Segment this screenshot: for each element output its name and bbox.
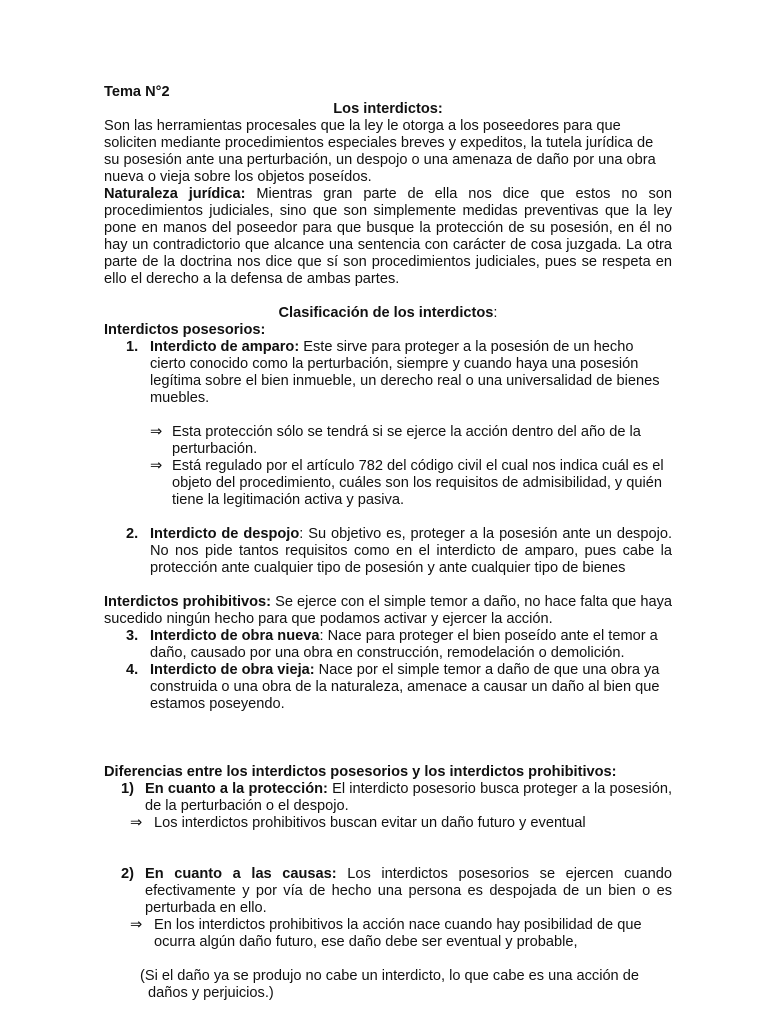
list-number: 2. (126, 526, 139, 542)
intro-paragraph: Son las herramientas procesales que la ley le otorga a los poseedores para que soliciten mediante procedimientos especiales breves y expeditos, la tutela jurídica de su posesión ante una perturbación, un despojo o una amenaza de daño por una obra nueva o vieja sobre los objetos poseídos. (104, 118, 656, 185)
item-text: Los interdictos posesorios se ejercen cuando efectivamente y por vía de hecho una persona es despojada de un bien o es perturbada en ello. (145, 866, 672, 916)
item-label: En cuanto a la protección: (145, 781, 328, 797)
arrow-text: Los interdictos prohibitivos buscan evitar un daño futuro y eventual (154, 815, 586, 831)
note-paragraph-continued (104, 985, 672, 1002)
note-paragraph (104, 968, 672, 985)
item-text: Nace por el simple temor a daño de que una obra ya construida o una obra de la naturaleza, amenace a causar un daño al bien que estamos poseyendo. (150, 662, 660, 712)
arrow-text: Está regulado por el artículo 782 del código civil el cual nos indica cuál es el objeto del procedimiento, cuáles son los requisitos de admisibilidad, y quién tiene la legitimación activa y pasiva. (172, 458, 664, 508)
item-text: : Su objetivo es, proteger a la posesión ante un despojo. No nos pide tantos requisitos como en el interdicto de amparo, pues cabe la protección ante cualquier tipo de posesión y ante cualquier tipo de bienes (150, 526, 672, 576)
note-line-1: (Si el daño ya se produjo no cabe un interdicto, lo que cabe es una acción de (140, 968, 639, 984)
arrow-icon: ⇒ (130, 815, 143, 831)
item-label: Interdicto de obra nueva (150, 628, 320, 644)
arrow-item (104, 815, 672, 832)
list-item-causas (104, 866, 672, 917)
list-number: 1. (126, 339, 139, 355)
naturaleza-text: Mientras gran parte de ella nos dice que estos no son procedimientos judiciales, sino que son simplemente medidas preventivas que la ley pone en manos del poseedor para que busque la protección de su posesión, en él no hay un contradictorio que alcance una sentencia con carácter de cosa juzgada. La otra parte de la doctrina nos dice que sí son procedimientos judiciales, pues se respeta en ello el derecho a la defensa de ambas partes. (104, 186, 672, 287)
arrow-text: En los interdictos prohibitivos la acción nace cuando hay posibilidad de que ocurra algún daño futuro, ese daño debe ser eventual y probable, (154, 917, 642, 950)
document-content (104, 84, 672, 1002)
list-item-obra-vieja (104, 662, 672, 713)
item-label: En cuanto a las causas: (145, 866, 337, 882)
topic-number: Tema N°2 (104, 84, 170, 100)
item-text: Este sirve para proteger a la posesión de un hecho cierto conocido como la perturbación, siempre y cuando haya una posesión legítima sobre el bien inmueble, un derecho real o una universalidad de bienes muebles. (150, 339, 660, 406)
list-item-obra-nueva (104, 628, 672, 662)
item-text: : Nace para proteger el bien poseído ante el temor a daño, causado por una obra en construcción, remodelación o demolición. (150, 628, 658, 661)
list-item-amparo (104, 339, 672, 407)
prohibitivos-paragraph (104, 594, 672, 628)
note-line-2: daños y perjuicios.) (148, 985, 274, 1001)
arrow-item (104, 917, 672, 951)
arrow-text: Esta protección sólo se tendrá si se ejerce la acción dentro del año de la perturbación. (172, 424, 641, 457)
arrow-icon: ⇒ (150, 424, 163, 440)
item-label: Interdicto de obra vieja: (150, 662, 315, 678)
item-text: El interdicto posesorio busca proteger a la posesión, de la perturbación o el despojo. (145, 781, 673, 814)
document-title: Los interdictos: (333, 101, 443, 117)
list-number: 1) (121, 781, 134, 797)
list-number: 3. (126, 628, 139, 644)
clasificacion-heading: Clasificación de los interdictos: (278, 305, 498, 321)
naturaleza-paragraph (104, 186, 672, 288)
item-label: Interdicto de amparo: (150, 339, 300, 355)
posesorios-heading: Interdictos posesorios: (104, 322, 266, 338)
arrow-item (104, 424, 672, 458)
arrow-icon: ⇒ (130, 917, 143, 933)
item-label: Interdicto de despojo (150, 526, 300, 542)
arrow-item (104, 458, 672, 509)
arrow-icon: ⇒ (150, 458, 163, 474)
list-number: 4. (126, 662, 139, 678)
prohibitivos-label: Interdictos prohibitivos: (104, 594, 272, 610)
list-number: 2) (121, 866, 134, 882)
naturaleza-label: Naturaleza jurídica: (104, 186, 246, 202)
list-item-proteccion (104, 781, 672, 815)
diferencias-heading: Diferencias entre los interdictos posesorios y los interdictos prohibitivos: (104, 764, 617, 780)
prohibitivos-text: Se ejerce con el simple temor a daño, no hace falta que haya sucedido ningún hecho para que podamos activar y ejercer la acción. (104, 594, 673, 627)
list-item-despojo (104, 526, 672, 577)
